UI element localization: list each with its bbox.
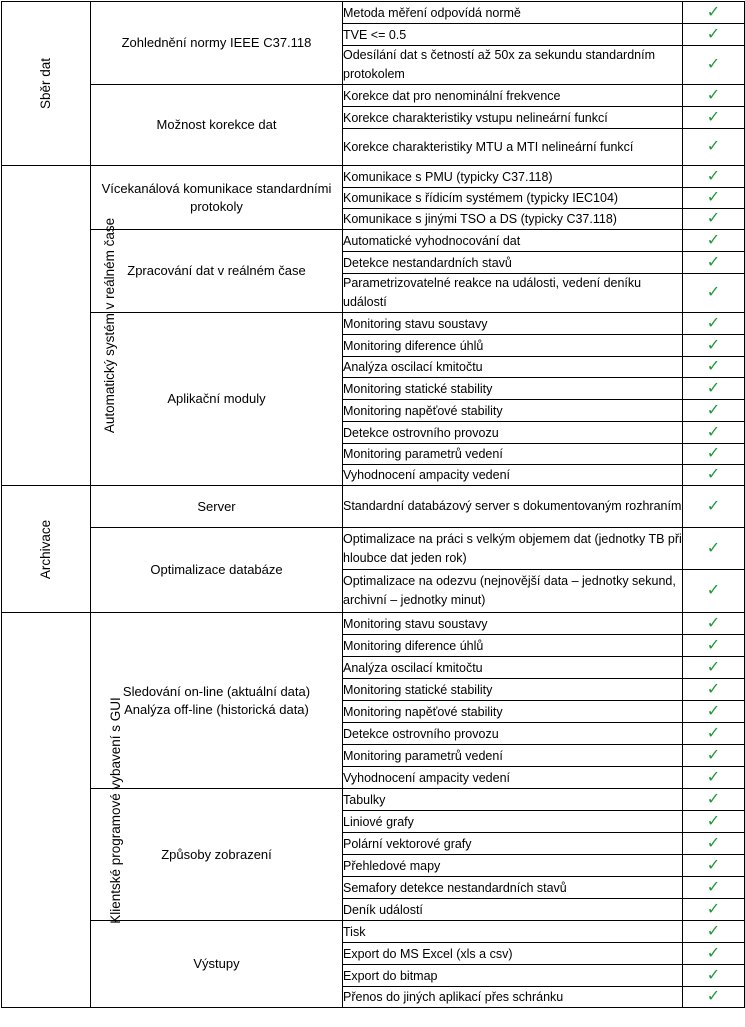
table-row [2, 166, 745, 188]
check-cell [683, 811, 745, 833]
requirement-item: Přehledové mapy [343, 855, 683, 877]
checkmark-icon: ✓ [706, 856, 721, 874]
check-cell [683, 767, 745, 789]
checkmark-icon: ✓ [706, 167, 721, 185]
requirement-item: Monitoring statické stability [343, 378, 683, 400]
checkmark-icon: ✓ [706, 582, 721, 599]
requirement-item: Polární vektorové grafy [343, 833, 683, 855]
checkmark-icon: ✓ [706, 379, 721, 397]
checkmark-icon: ✓ [706, 336, 721, 354]
requirement-item: Vyhodnocení ampacity vedení [343, 465, 683, 486]
checkmark-icon: ✓ [706, 108, 721, 126]
group-label: Zohlednění normy IEEE C37.118 [91, 2, 343, 85]
requirement-item: Tisk [343, 921, 683, 943]
check-cell [683, 486, 745, 528]
checkmark-icon: ✓ [706, 768, 721, 786]
requirement-item: Standardní databázový server s dokumentovaným rozhraním [343, 486, 683, 528]
checkmark-icon: ✓ [706, 86, 721, 104]
group-label: Zpracování dat v reálném čase [91, 230, 343, 313]
check-cell [683, 789, 745, 811]
requirement-item: Export do bitmap [343, 965, 683, 987]
category-label: Archivace [38, 519, 54, 579]
check-cell [683, 657, 745, 679]
checkmark-icon: ✓ [706, 497, 721, 515]
requirement-item: Metoda měření odpovídá normě [343, 2, 683, 24]
check-cell [683, 635, 745, 657]
category-label: Klientské programové vybavení s GUI [107, 696, 123, 924]
checkmark-icon: ✓ [706, 746, 721, 764]
requirement-item: Deník událostí [343, 899, 683, 921]
category-label: Sběr dat [38, 57, 54, 110]
table-row [2, 85, 745, 107]
requirement-item: Vyhodnocení ampacity vedení [343, 767, 683, 789]
group-label: Server [91, 486, 343, 528]
requirement-item: Detekce ostrovního provozu [343, 422, 683, 444]
checkmark-icon: ✓ [706, 253, 721, 271]
table-row [2, 528, 745, 570]
requirement-item: Monitoring parametrů vedení [343, 444, 683, 465]
table-row [2, 613, 745, 635]
requirement-item: Korekce charakteristiky MTU a MTI nelineární funkcí [343, 129, 683, 166]
checkmark-icon: ✓ [706, 56, 721, 73]
check-cell [683, 46, 745, 85]
check-cell [683, 252, 745, 274]
requirement-item: Monitoring diference úhlů [343, 635, 683, 657]
requirement-item: Automatické vyhodnocování dat [343, 230, 683, 252]
check-cell [683, 965, 745, 987]
checkmark-icon: ✓ [706, 966, 721, 984]
check-cell [683, 723, 745, 745]
table-row [2, 486, 745, 528]
check-cell [683, 528, 745, 570]
check-cell [683, 85, 745, 107]
requirement-item: Analýza oscilací kmitočtu [343, 357, 683, 378]
checkmark-icon: ✓ [706, 138, 721, 155]
checkmark-icon: ✓ [706, 988, 721, 1005]
checkmark-icon: ✓ [706, 878, 721, 896]
requirement-item: Komunikace s PMU (typicky C37.118) [343, 166, 683, 188]
checkmark-icon: ✓ [706, 900, 721, 918]
requirement-item: Monitoring napěťové stability [343, 400, 683, 422]
requirement-item: Detekce nestandardních stavů [343, 252, 683, 274]
checkmark-icon: ✓ [706, 702, 721, 720]
checkmark-icon: ✓ [706, 284, 721, 301]
checkmark-icon: ✓ [706, 922, 721, 940]
group-label: Výstupy [91, 921, 343, 1008]
requirement-item: Analýza oscilací kmitočtu [343, 657, 683, 679]
check-cell [683, 24, 745, 46]
check-cell [683, 400, 745, 422]
check-cell [683, 745, 745, 767]
checkmark-icon: ✓ [706, 3, 721, 21]
checkmark-icon: ✓ [706, 812, 721, 830]
checkmark-icon: ✓ [706, 790, 721, 808]
check-cell [683, 2, 745, 24]
check-cell [683, 313, 745, 335]
checkmark-icon: ✓ [706, 210, 721, 227]
group-label: Optimalizace databáze [91, 528, 343, 613]
requirement-item: Monitoring stavu soustavy [343, 313, 683, 335]
checkmark-icon: ✓ [706, 231, 721, 249]
requirement-item: TVE <= 0.5 [343, 24, 683, 46]
requirement-item: Přenos do jiných aplikací přes schránku [343, 987, 683, 1008]
check-cell [683, 129, 745, 166]
checkmark-icon: ✓ [706, 189, 721, 206]
requirement-item: Monitoring statické stability [343, 679, 683, 701]
checkmark-icon: ✓ [706, 636, 721, 654]
check-cell [683, 274, 745, 313]
checkmark-icon: ✓ [706, 401, 721, 419]
checkmark-icon: ✓ [706, 423, 721, 441]
checkmark-icon: ✓ [706, 445, 721, 462]
requirements-table [1, 1, 745, 1008]
group-label: Sledování on-line (aktuální data) Analýza off-line (historická data) [91, 613, 343, 789]
group-label: Možnost korekce dat [91, 85, 343, 166]
requirement-item: Monitoring stavu soustavy [343, 613, 683, 635]
check-cell [683, 230, 745, 252]
requirement-item: Detekce ostrovního provozu [343, 723, 683, 745]
checkmark-icon: ✓ [706, 314, 721, 332]
checkmark-icon: ✓ [706, 614, 721, 632]
requirement-item: Monitoring napěťové stability [343, 701, 683, 723]
requirement-item: Monitoring parametrů vedení [343, 745, 683, 767]
category-label: Automatický systém v reálném čase [102, 217, 118, 434]
check-cell [683, 422, 745, 444]
check-cell [683, 188, 745, 209]
check-cell [683, 987, 745, 1008]
check-cell [683, 107, 745, 129]
requirement-item: Optimalizace na odezvu (nejnovější data – jednotky sekund, archivní – jednotky minut) [343, 570, 683, 613]
group-label: Vícekanálová komunikace standardními protokoly [91, 166, 343, 230]
check-cell [683, 465, 745, 486]
check-cell [683, 679, 745, 701]
checkmark-icon: ✓ [706, 834, 721, 852]
category-cell [2, 486, 91, 613]
category-cell [2, 613, 123, 1008]
requirements-table-body [2, 2, 745, 1008]
checkmark-icon: ✓ [706, 25, 721, 43]
checkmark-icon: ✓ [706, 658, 721, 676]
checkmark-icon: ✓ [706, 680, 721, 698]
group-label: Aplikační moduly [91, 313, 343, 486]
check-cell [683, 899, 745, 921]
check-cell [683, 209, 745, 230]
checkmark-icon: ✓ [706, 358, 721, 375]
check-cell [683, 921, 745, 943]
checkmark-icon: ✓ [706, 539, 721, 557]
requirement-item: Semafory detekce nestandardních stavů [343, 877, 683, 899]
check-cell [683, 701, 745, 723]
requirement-item: Tabulky [343, 789, 683, 811]
check-cell [683, 833, 745, 855]
group-label: Způsoby zobrazení [91, 789, 343, 921]
checkmark-icon: ✓ [706, 466, 721, 483]
table-row [2, 2, 745, 24]
check-cell [683, 613, 745, 635]
checkmark-icon: ✓ [706, 944, 721, 962]
requirement-item: Optimalizace na práci s velkým objemem dat (jednotky TB při hloubce dat jeden rok) [343, 528, 683, 570]
requirement-item: Liniové grafy [343, 811, 683, 833]
check-cell [683, 335, 745, 357]
check-cell [683, 378, 745, 400]
check-cell [683, 943, 745, 965]
requirement-item: Parametrizovatelné reakce na události, vedení deníku událostí [343, 274, 683, 313]
requirement-item: Odesílání dat s četností až 50x za sekundu standardním protokolem [343, 46, 683, 85]
category-cell [2, 2, 91, 166]
check-cell [683, 570, 745, 613]
requirement-item: Export do MS Excel (xls a csv) [343, 943, 683, 965]
requirement-item: Komunikace s řídicím systémem (typicky IEC104) [343, 188, 683, 209]
requirement-item: Komunikace s jinými TSO a DS (typicky C37.118) [343, 209, 683, 230]
category-cell [2, 166, 118, 486]
check-cell [683, 855, 745, 877]
check-cell [683, 877, 745, 899]
requirement-item: Korekce dat pro nenominální frekvence [343, 85, 683, 107]
requirement-item: Korekce charakteristiky vstupu nelineární funkcí [343, 107, 683, 129]
requirement-item: Monitoring diference úhlů [343, 335, 683, 357]
check-cell [683, 444, 745, 465]
checkmark-icon: ✓ [706, 724, 721, 742]
check-cell [683, 166, 745, 188]
check-cell [683, 357, 745, 378]
